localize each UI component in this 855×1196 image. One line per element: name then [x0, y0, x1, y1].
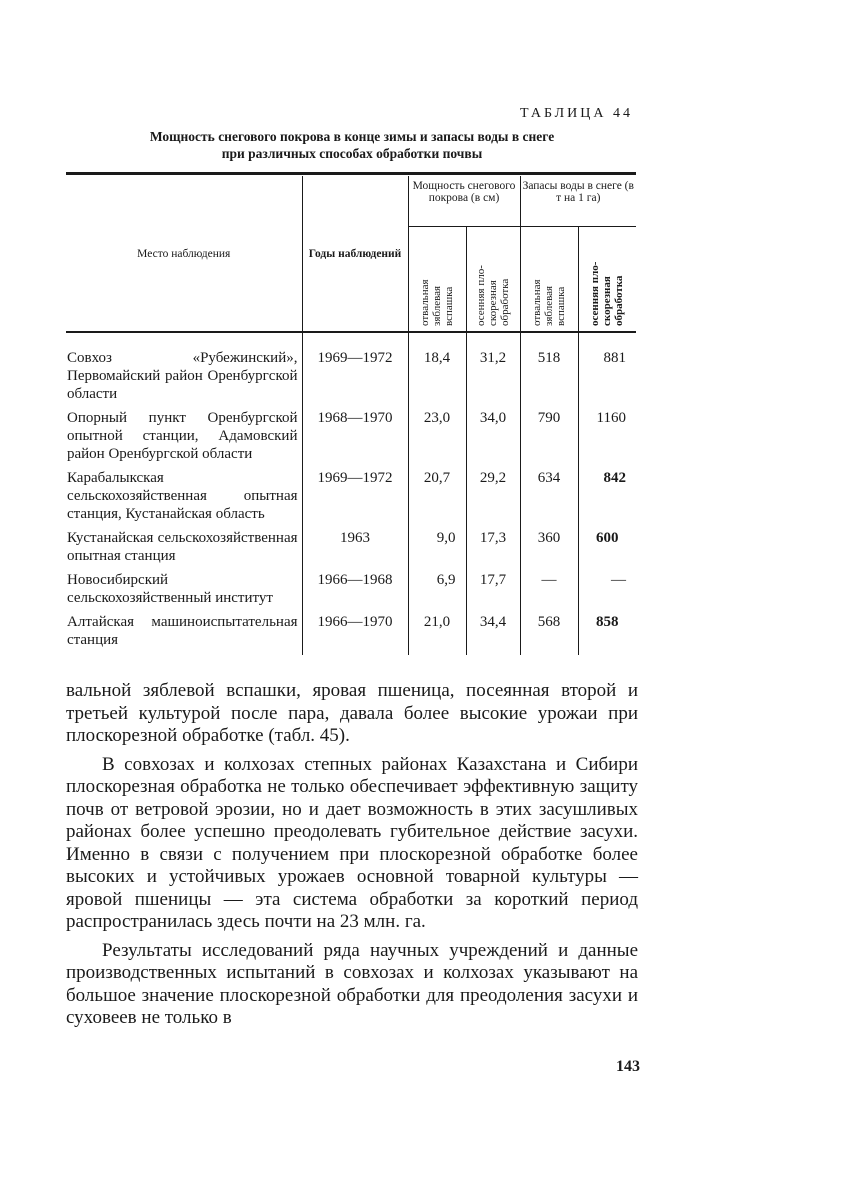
- table-top-rule: [66, 172, 636, 175]
- paragraph-2: В совхозах и колхозах степных районах Казахстана и Сибири плоскорезная обработка не только обеспечивает эффективную защиту почв от ветровой эрозии, но и дает возможность в этих засушливых районах более успешно преодолевать губительное действие засухи. Именно в связи с получением при плоскорезной обработке более высоких и устойчивых урожаев основной товарной культуры — яровой пшеницы — эта система обработки за короткий период распространилась здесь почти на 23 млн. га.: [66, 753, 638, 932]
- paragraph-1: вальной зяблевой вспашки, яровая пшеница, посеянная второй и третьей культурой после пара, давала более высокие урожаи при плоскорезной обработке (табл. 45).: [66, 680, 638, 746]
- cell-water-plowing: 518: [520, 332, 578, 409]
- cell-place: Опорный пункт Оренбургской опытной станции, Адамовский район Оренбургской области: [67, 410, 298, 462]
- header-water-plowing: отвальная зяблевая вспашка: [520, 227, 578, 333]
- cell-place: Совхоз «Рубежинский», Первомайский район Оренбургской области: [67, 350, 298, 402]
- cell-years: 1969—1972: [302, 469, 408, 529]
- table-row: [66, 529, 636, 571]
- data-table: [66, 176, 636, 655]
- cell-place: Алтайская машиноиспытательная станция: [67, 614, 298, 648]
- header-water-flat-cut: осенняя пло- скорезная обработка: [578, 227, 636, 333]
- cell-water-plowing: 790: [520, 409, 578, 469]
- cell-years: 1968—1970: [302, 409, 408, 469]
- header-place: Место наблюдения: [137, 247, 231, 260]
- cell-depth-plowing: 18,4: [408, 332, 466, 409]
- cell-depth-flat-cut: 17,7: [466, 571, 520, 613]
- cell-depth-flat-cut: 17,3: [466, 529, 520, 571]
- body-text: [66, 680, 638, 1030]
- cell-years: 1966—1970: [302, 613, 408, 655]
- cell-years: 1963: [302, 529, 408, 571]
- table-row: [66, 613, 636, 655]
- page-number: 143: [616, 1058, 640, 1075]
- cell-depth-plowing: 20,7: [408, 469, 466, 529]
- cell-depth-plowing: 6,9: [408, 571, 466, 613]
- header-years: Годы наблюдений: [302, 176, 408, 332]
- table-row: [66, 571, 636, 613]
- cell-water-plowing: —: [520, 571, 578, 613]
- table-row: [66, 409, 636, 469]
- cell-place: Кустанайская сельскохозяйственная опытная станция: [67, 530, 298, 564]
- cell-depth-flat-cut: 34,4: [466, 613, 520, 655]
- cell-water-flat-cut: 842: [578, 469, 636, 529]
- cell-depth-flat-cut: 34,0: [466, 409, 520, 469]
- cell-years: 1969—1972: [302, 332, 408, 409]
- header-depth-flat-cut: осенняя пло- скорезная обработка: [466, 227, 520, 333]
- table-title: [68, 128, 636, 162]
- header-snow-depth: Мощность снегового покрова (в см): [408, 176, 520, 227]
- cell-depth-flat-cut: 29,2: [466, 469, 520, 529]
- table-row: [66, 332, 636, 409]
- header-depth-plowing: отвальная зяблевая вспашка: [408, 227, 466, 333]
- table-row: [66, 469, 636, 529]
- table-title-line-1: Мощность снегового покрова в конце зимы и запасы воды в снеге: [149, 129, 555, 144]
- table-label: ТАБЛИЦА 44: [520, 106, 633, 121]
- cell-water-plowing: 634: [520, 469, 578, 529]
- cell-place: Карабалыкская сельскохозяйственная опытная станция, Кустанайская область: [67, 470, 298, 522]
- cell-depth-flat-cut: 31,2: [466, 332, 520, 409]
- cell-place: Новосибирский сельскохозяйственный институт: [67, 572, 273, 606]
- cell-water-flat-cut: 1160: [578, 409, 636, 469]
- table-title-line-2: при различных способах обработки почвы: [221, 146, 483, 161]
- cell-depth-plowing: 23,0: [408, 409, 466, 469]
- cell-water-plowing: 360: [520, 529, 578, 571]
- cell-years: 1966—1968: [302, 571, 408, 613]
- header-water-reserve: Запасы воды в снеге (в т на 1 га): [520, 176, 636, 227]
- cell-water-flat-cut: 881: [578, 332, 636, 409]
- cell-water-flat-cut: —: [578, 571, 636, 613]
- cell-water-flat-cut: 858: [578, 613, 636, 655]
- cell-depth-plowing: 21,0: [408, 613, 466, 655]
- cell-water-flat-cut: 600: [578, 529, 636, 571]
- paragraph-3: Результаты исследований ряда научных учреждений и данные производственных испытаний в совхозах и колхозах указывают на большое значение плоскорезной обработки для преодоления засухи и суховеев не только в: [66, 939, 638, 1028]
- cell-depth-plowing: 9,0: [408, 529, 466, 571]
- cell-water-plowing: 568: [520, 613, 578, 655]
